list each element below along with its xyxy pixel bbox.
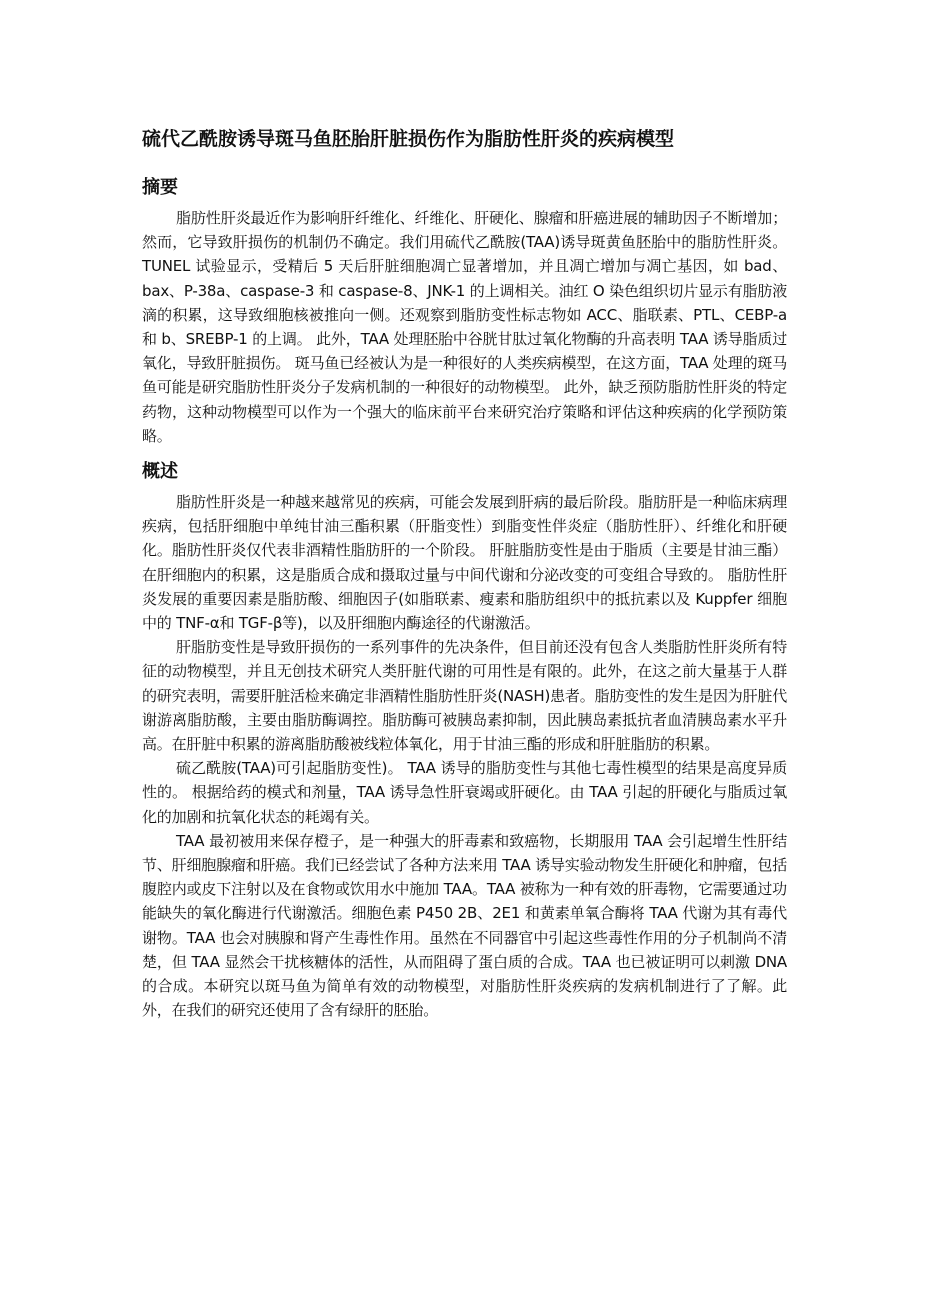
overview-paragraph-3: 硫乙酰胺(TAA)可引起脂肪变性)。 TAA 诱导的脂肪变性与其他七毒性模型的结果是高度异质性的。 根据给药的模式和剂量，TAA 诱导急性肝衰竭或肝硬化。由 TAA 引起的肝硬化与脂质过氧化的加剧和抗氧化状态的耗竭有关。 (142, 759, 787, 826)
paper-title: 硫代乙酰胺诱导斑马鱼胚胎肝脏损伤作为脂肪性肝炎的疾病模型 (142, 128, 675, 150)
overview-paragraph-2: 肝脂肪变性是导致肝损伤的一系列事件的先决条件，但目前还没有包含人类脂肪性肝炎所有特征的动物模型，并且无创技术研究人类肝脏代谢的可用性是有限的。此外，在这之前大量基于人群的研究表明，需要肝脏活检来确定非酒精性脂肪性肝炎(NASH)患者。脂肪变性的发生是因为肝脏代谢游离脂肪酸，主要由脂肪酶调控。脂肪酶可被胰岛素抑制，因此胰岛素抵抗者血清胰岛素水平升高。在肝脏中积累的游离脂肪酸被线粒体氧化，用于甘油三酯的形成和肝脏脂肪的积累。 (142, 638, 787, 754)
abstract-section (142, 174, 787, 448)
document-page (142, 124, 787, 1033)
overview-section (142, 458, 787, 1022)
overview-paragraph-4: TAA 最初被用来保存橙子，是一种强大的肝毒素和致癌物，长期服用 TAA 会引起增生性肝结节、肝细胞腺瘤和肝癌。我们已经尝试了各种方法来用 TAA 诱导实验动物发生肝硬化和肿瘤，包括腹腔内或皮下注射以及在食物或饮用水中施加 TAA。TAA 被称为一种有效的肝毒物，它需要通过功能缺失的氧化酶进行代谢激活。细胞色素 P450 2B、2E1 和黄素单氧合酶将 TAA 代谢为其有毒代谢物。TAA 也会对胰腺和肾产生毒性作用。虽然在不同器官中引起这些毒性作用的分子机制尚不清楚，但 TAA 显然会干扰核糖体的活性，从而阻碍了蛋白质的合成。TAA 也已被证明可以刺激 DNA 的合成。本研究以斑马鱼为简单有效的动物模型，对脂肪性肝炎疾病的发病机制进行了了解。此外，在我们的研究还使用了含有绿肝的胚胎。 (142, 831, 787, 1020)
abstract-heading: 摘要 (142, 177, 178, 198)
overview-paragraph-1: 脂肪性肝炎是一种越来越常见的疾病，可能会发展到肝病的最后阶段。脂肪肝是一种临床病理疾病，包括肝细胞中单纯甘油三酯积累（肝脂变性）到脂变性伴炎症（脂肪性肝）、纤维化和肝硬化。脂肪性肝炎仅代表非酒精性脂肪肝的一个阶段。 肝脏脂肪变性是由于脂质（主要是甘油三酯）在肝细胞内的积累，这是脂质合成和摄取过量与中间代谢和分泌改变的可变组合导致的。 脂肪性肝炎发展的重要因素是脂肪酸、细胞因子(如脂联素、瘦素和脂肪组织中的抵抗素以及 Kuppfer 细胞中的 TNF-α和 TGF-β等)，以及肝细胞内酶途径的代谢激活。 (142, 493, 787, 633)
abstract-paragraph: 脂肪性肝炎最近作为影响肝纤维化、纤维化、肝硬化、腺瘤和肝癌进展的辅助因子不断增加；然而，它导致肝损伤的机制仍不确定。我们用硫代乙酰胺(TAA)诱导斑黄鱼胚胎中的脂肪性肝炎。TUNEL 试验显示，受精后 5 天后肝脏细胞凋亡显著增加，并且凋亡增加与凋亡基因，如 bad、bax、P-38a、caspase-3 和 caspase-8、JNK-1 的上调相关。油红 O 染色组织切片显示有脂肪液滴的积累，这导致细胞核被推向一侧。还观察到脂肪变性标志物如 ACC、脂联素、PTL、CEBP-a 和 b、SREBP-1 的上调。 此外，TAA 处理胚胎中谷胱甘肽过氧化物酶的升高表明 TAA 诱导脂质过氧化，导致肝脏损伤。 斑马鱼已经被认为是一种很好的人类疾病模型，在这方面，TAA 处理的斑马鱼可能是研究脂肪性肝炎分子发病机制的一种很好的动物模型。 此外，缺乏预防脂肪性肝炎的特定药物，这种动物模型可以作为一个强大的临床前平台来研究治疗策略和评估这种疾病的化学预防策略。 (142, 209, 787, 445)
overview-heading: 概述 (142, 461, 178, 483)
